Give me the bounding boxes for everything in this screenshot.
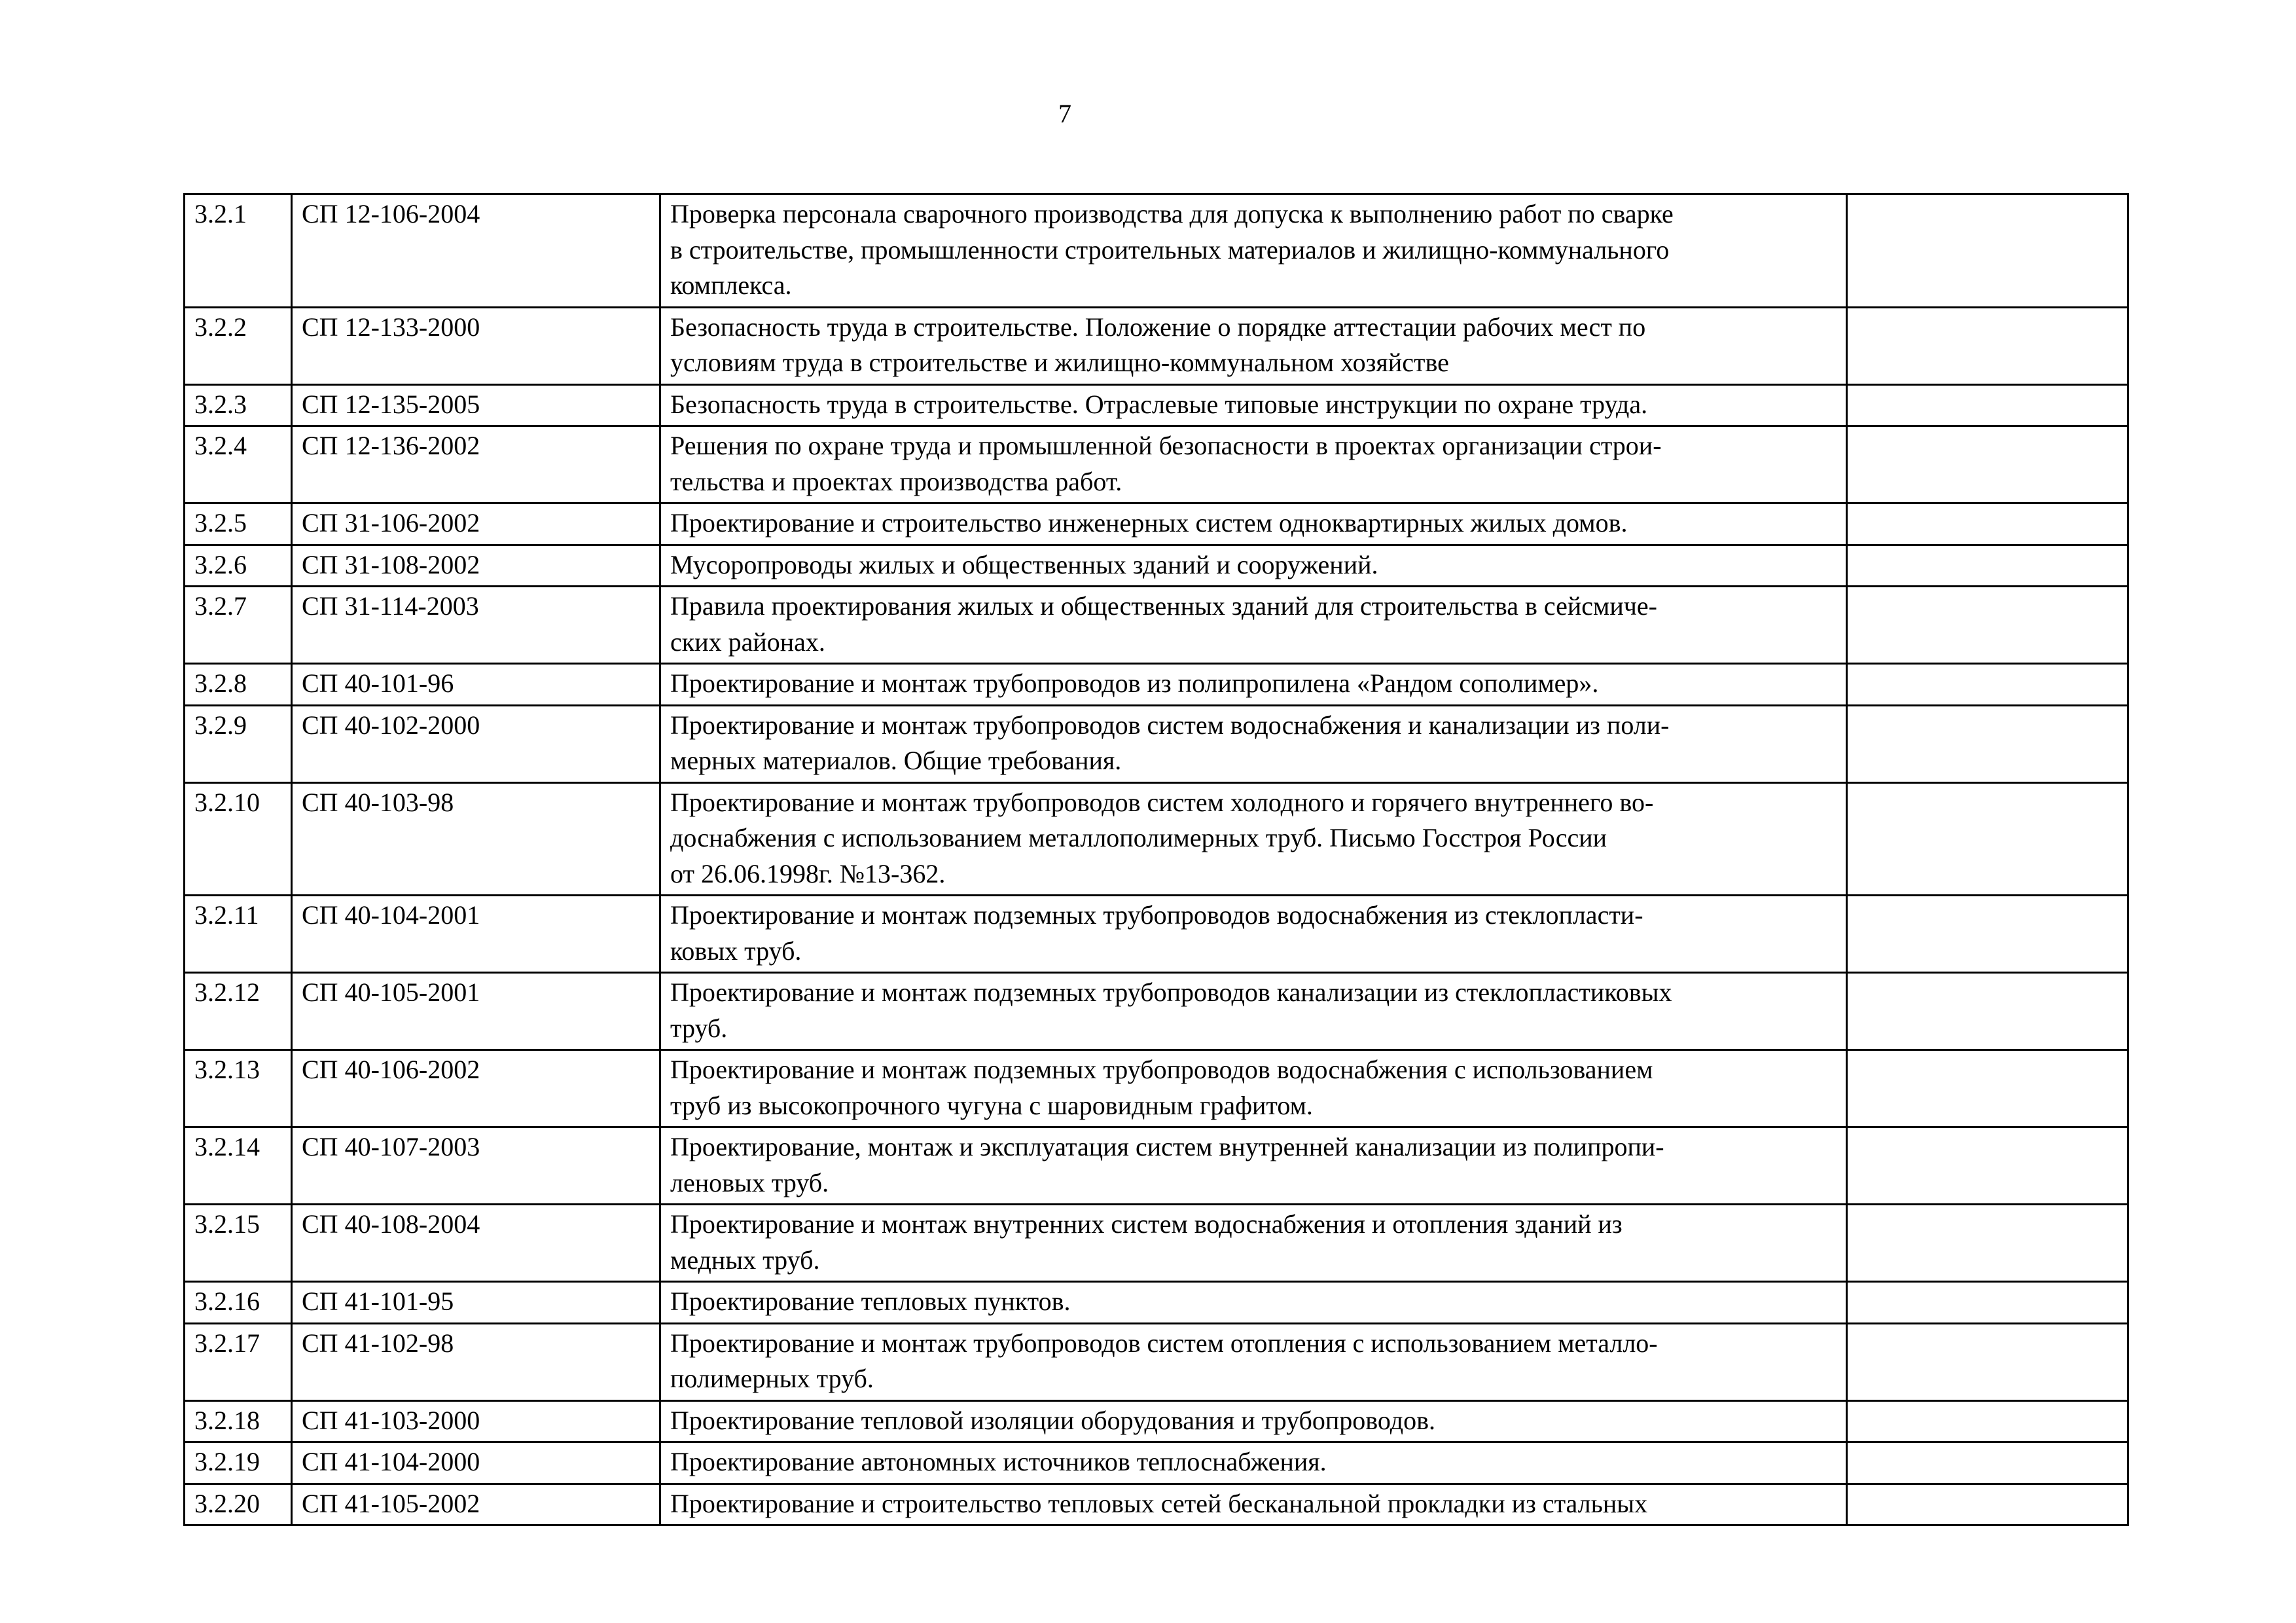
note-cell (1847, 503, 2128, 545)
row-number-cell: 3.2.8 (185, 664, 292, 706)
table-row (185, 664, 2128, 706)
standard-code-cell: СП 12-106-2004 (292, 194, 660, 308)
description-cell: Проектирование и монтаж трубопроводов из полипропилена «Рандом сополимер». (660, 664, 1847, 706)
standard-code-cell: СП 40-105-2001 (292, 973, 660, 1050)
standard-code-cell: СП 31-108-2002 (292, 545, 660, 587)
row-number-cell: 3.2.6 (185, 545, 292, 587)
row-number-cell: 3.2.20 (185, 1484, 292, 1525)
row-number-cell: 3.2.9 (185, 705, 292, 782)
page-number: 7 (1058, 99, 1071, 128)
standard-code-cell: СП 31-114-2003 (292, 587, 660, 664)
standards-table (183, 193, 2129, 1526)
standard-code-cell: СП 41-104-2000 (292, 1442, 660, 1484)
note-cell (1847, 1442, 2128, 1484)
note-cell (1847, 1205, 2128, 1282)
standard-code-cell: СП 40-101-96 (292, 664, 660, 706)
note-cell (1847, 896, 2128, 973)
note-cell (1847, 426, 2128, 503)
note-cell (1847, 664, 2128, 706)
row-number-cell: 3.2.7 (185, 587, 292, 664)
standard-code-cell: СП 41-105-2002 (292, 1484, 660, 1525)
description-cell: Проектирование и монтаж подземных трубопроводов водоснабжения с использованием труб из высокопрочного чугуна с шаровидным графитом. (660, 1050, 1847, 1127)
table-row (185, 1050, 2128, 1127)
standard-code-cell: СП 12-135-2005 (292, 384, 660, 426)
standard-code-cell: СП 41-103-2000 (292, 1400, 660, 1442)
description-cell: Проектирование и монтаж подземных трубопроводов водоснабжения из стеклопласти- ковых труб. (660, 896, 1847, 973)
note-cell (1847, 1050, 2128, 1127)
note-cell (1847, 1127, 2128, 1205)
table-row (185, 1484, 2128, 1525)
note-cell (1847, 1282, 2128, 1324)
table-row (185, 587, 2128, 664)
table-row (185, 545, 2128, 587)
table-row (185, 896, 2128, 973)
note-cell (1847, 1400, 2128, 1442)
description-cell: Проверка персонала сварочного производства для допуска к выполнению работ по сварке в строительстве, промышленности строительных материалов и жилищно-коммунального комплекса. (660, 194, 1847, 308)
table-row (185, 973, 2128, 1050)
note-cell (1847, 1323, 2128, 1400)
table-row (185, 705, 2128, 782)
standard-code-cell: СП 41-102-98 (292, 1323, 660, 1400)
row-number-cell: 3.2.2 (185, 307, 292, 384)
description-cell: Проектирование автономных источников теплоснабжения. (660, 1442, 1847, 1484)
row-number-cell: 3.2.18 (185, 1400, 292, 1442)
description-cell: Проектирование и монтаж подземных трубопроводов канализации из стеклопластиковых труб. (660, 973, 1847, 1050)
description-cell: Проектирование тепловых пунктов. (660, 1282, 1847, 1324)
table-row (185, 426, 2128, 503)
description-cell: Безопасность труда в строительстве. Положение о порядке аттестации рабочих мест по условиям труда в строительстве и жилищно-коммунальном хозяйстве (660, 307, 1847, 384)
standard-code-cell: СП 31-106-2002 (292, 503, 660, 545)
description-cell: Проектирование и строительство инженерных систем одноквартирных жилых домов. (660, 503, 1847, 545)
standard-code-cell: СП 12-136-2002 (292, 426, 660, 503)
table-row (185, 1127, 2128, 1205)
table-row (185, 1282, 2128, 1324)
note-cell (1847, 782, 2128, 896)
row-number-cell: 3.2.19 (185, 1442, 292, 1484)
standard-code-cell: СП 40-104-2001 (292, 896, 660, 973)
note-cell (1847, 973, 2128, 1050)
description-cell: Проектирование и монтаж трубопроводов систем холодного и горячего внутреннего во- доснабжения с использованием металлополимерных труб. Письмо Госстроя России от 26.06.1998г. №13-362. (660, 782, 1847, 896)
description-cell: Проектирование и монтаж трубопроводов систем отопления с использованием металло- полимерных труб. (660, 1323, 1847, 1400)
note-cell (1847, 194, 2128, 308)
row-number-cell: 3.2.1 (185, 194, 292, 308)
table-row (185, 307, 2128, 384)
table-row (185, 194, 2128, 308)
description-cell: Проектирование и строительство тепловых сетей бесканальной прокладки из стальных (660, 1484, 1847, 1525)
note-cell (1847, 384, 2128, 426)
table-row (185, 1442, 2128, 1484)
row-number-cell: 3.2.15 (185, 1205, 292, 1282)
description-cell: Проектирование, монтаж и эксплуатация систем внутренней канализации из полипропи- леновых труб. (660, 1127, 1847, 1205)
note-cell (1847, 705, 2128, 782)
description-cell: Решения по охране труда и промышленной безопасности в проектах организации строи- тельства и проектах производства работ. (660, 426, 1847, 503)
table-row (185, 384, 2128, 426)
row-number-cell: 3.2.14 (185, 1127, 292, 1205)
standard-code-cell: СП 40-106-2002 (292, 1050, 660, 1127)
row-number-cell: 3.2.10 (185, 782, 292, 896)
row-number-cell: 3.2.5 (185, 503, 292, 545)
table-row (185, 1400, 2128, 1442)
row-number-cell: 3.2.17 (185, 1323, 292, 1400)
description-cell: Проектирование тепловой изоляции оборудования и трубопроводов. (660, 1400, 1847, 1442)
note-cell (1847, 307, 2128, 384)
description-cell: Проектирование и монтаж внутренних систем водоснабжения и отопления зданий из медных труб. (660, 1205, 1847, 1282)
table-row (185, 1205, 2128, 1282)
table-row (185, 782, 2128, 896)
description-cell: Проектирование и монтаж трубопроводов систем водоснабжения и канализации из поли- мерных материалов. Общие требования. (660, 705, 1847, 782)
row-number-cell: 3.2.13 (185, 1050, 292, 1127)
row-number-cell: 3.2.11 (185, 896, 292, 973)
standard-code-cell: СП 40-102-2000 (292, 705, 660, 782)
standard-code-cell: СП 41-101-95 (292, 1282, 660, 1324)
table-row (185, 503, 2128, 545)
standard-code-cell: СП 40-103-98 (292, 782, 660, 896)
description-cell: Правила проектирования жилых и общественных зданий для строительства в сейсмиче- ских районах. (660, 587, 1847, 664)
description-cell: Безопасность труда в строительстве. Отраслевые типовые инструкции по охране труда. (660, 384, 1847, 426)
row-number-cell: 3.2.16 (185, 1282, 292, 1324)
table-row (185, 1323, 2128, 1400)
row-number-cell: 3.2.12 (185, 973, 292, 1050)
row-number-cell: 3.2.4 (185, 426, 292, 503)
note-cell (1847, 1484, 2128, 1525)
row-number-cell: 3.2.3 (185, 384, 292, 426)
note-cell (1847, 545, 2128, 587)
standard-code-cell: СП 40-108-2004 (292, 1205, 660, 1282)
table-body (185, 194, 2128, 1525)
note-cell (1847, 587, 2128, 664)
standard-code-cell: СП 12-133-2000 (292, 307, 660, 384)
standard-code-cell: СП 40-107-2003 (292, 1127, 660, 1205)
description-cell: Мусоропроводы жилых и общественных зданий и сооружений. (660, 545, 1847, 587)
